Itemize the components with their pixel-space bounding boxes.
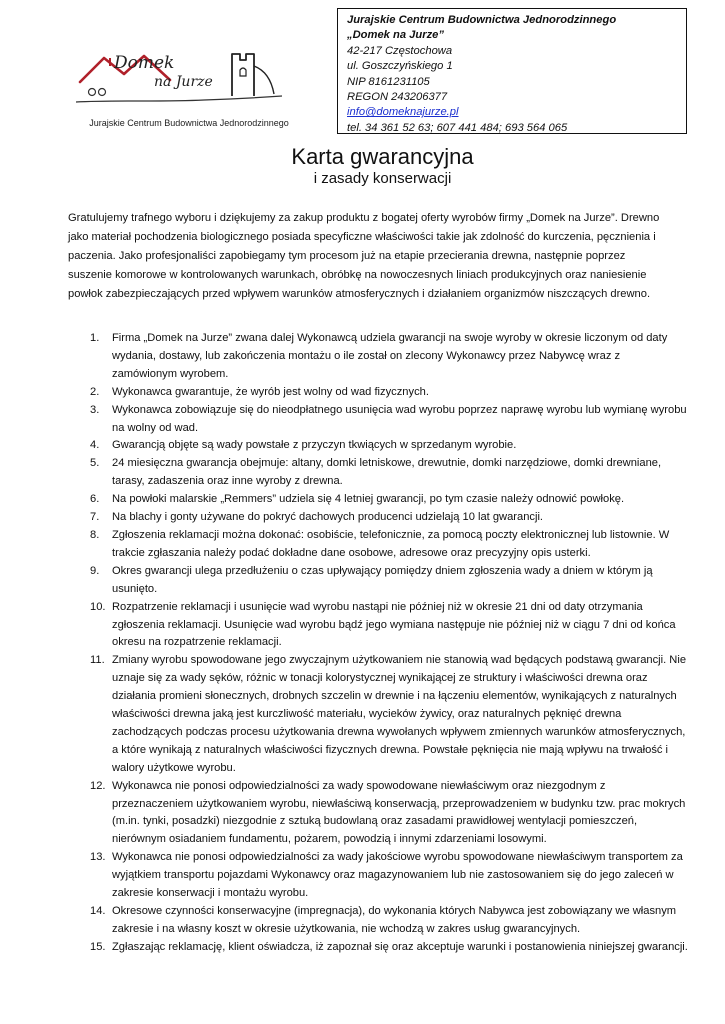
list-item-number: 9.: [90, 564, 100, 577]
list-item-text: Wykonawca zobowiązuje się do nieodpłatnego usunięcia wad wyrobu poprzez naprawę wyrobu lub wymianę wyrobu na wolny od wad.: [112, 403, 687, 434]
list-item-number: 13.: [90, 851, 106, 864]
address-city: 42-217 Częstochowa: [347, 44, 453, 57]
list-item: [68, 563, 688, 599]
page-title: Karta gwarancyjna: [291, 144, 474, 169]
list-item-number: 1.: [90, 332, 100, 344]
list-item-text: Okresowe czynności konserwacyjne (impregnacja), do wykonania których Nabywca jest zobowiązany we własnym zakresie i na własny koszt w okresie użytkowania, nie wchodzą w zakres usług gwarancyjnych.: [112, 905, 677, 935]
list-item: [68, 527, 688, 563]
list-item-number: 14.: [90, 905, 106, 917]
list-item: [68, 509, 688, 527]
list-item-number: 15.: [90, 940, 106, 953]
page-subtitle: i zasady konserwacji: [313, 170, 452, 187]
list-item-number: 3.: [90, 403, 100, 416]
list-item-text: Na powłoki malarskie „Remmers” udziela się 4 letniej gwarancji, po tym czasie należy odnowić powłokę.: [112, 493, 625, 506]
list-item: [68, 849, 688, 903]
house-logo-icon: [74, 36, 304, 121]
list-item-text: Wykonawca nie ponosi odpowiedzialności za wady jakościowe wyrobu spowodowane niewłaściwym transportem za wyjątkiem transportu pojazdami Wykonawcy oraz magazynowaniem lub nie zastosowaniem się do jego zaleceń w zakresie konserwacji i montażu wyrobu.: [112, 851, 683, 900]
list-item: [68, 437, 688, 455]
contact-box: [337, 8, 687, 134]
list-item-number: 4.: [90, 439, 100, 452]
list-item: [68, 652, 688, 777]
list-item: [68, 330, 688, 384]
list-item-text: Wykonawca gwarantuje, że wyrób jest wolny od wad fizycznych.: [112, 385, 429, 398]
list-item-text: Zgłaszając reklamację, klient oświadcza, iż zapoznał się oraz akceptuje warunki i postanowienia niniejszej gwarancji.: [112, 940, 688, 953]
list-item: [68, 599, 688, 653]
list-item-text: Zmiany wyrobu spowodowane jego zwyczajnym użytkowaniem nie stanowią wad będących podstawą gwarancji. Nie uznaje się za wady sęków, różnic w tonacji kolorystycznej wynikającej ze struktury i właściwości drewna oraz działania promieni słonecznych, drobnych szczelin w drewnie i na łączeniu elementów, wynikających z naturalnych właściwości drewna jaką jest kurczliwość materiału, wycieków żywicy, oraz naturalnych pęknięć drewna zachodzących podczas procesu użytkowania drewna wywołanych wpływem zmiennych warunków atmosferycznych, a które wynikają z naturalnych właściwości fizycznych drewna. Powstałe pęknięcia nie mają wpływu na trwałość i walory użytkowe wyrobu.: [112, 654, 687, 774]
list-item: [68, 939, 688, 957]
list-item-text: 24 miesięczna gwarancja obejmuje: altany, domki letniskowe, drewutnie, domki narzędziowe, domki drewniane, tarasy, zadaszenia oraz inne wyroby z drewna.: [112, 457, 662, 488]
list-item-number: 12.: [90, 779, 106, 792]
list-item-number: 8.: [90, 528, 100, 541]
logo-text-na-jurze: na Jurze: [154, 74, 213, 90]
list-item-text: Zgłoszenia reklamacji można dokonać: osobiście, telefonicznie, za pomocą poczty elektronicznej lub listownie. W trakcie zgłaszania należy podać dokładne dane osobowe, adresowe oraz precyzyjny opis usterki.: [112, 528, 670, 559]
list-item: [68, 491, 688, 509]
logo-text-domek: Domek: [114, 53, 175, 73]
list-item-text: Firma „Domek na Jurze” zwana dalej Wykonawcą udziela gwarancji na swoje wyroby w okresie liczonym od daty wydania, dostawy, lub zakończenia montażu o ile został on zlecony Wykonawcy przez Nabywcę wraz z zamówionym wyrobem.: [112, 332, 668, 380]
list-item: [68, 455, 688, 491]
list-item-text: Okres gwarancji ulega przedłużeniu o czas upływający pomiędzy dniem zgłoszenia wady a dniem w którym ją usunięto.: [112, 564, 653, 595]
list-item-number: 2.: [90, 385, 100, 398]
address-street: ul. Goszczyńskiego 1: [347, 60, 453, 73]
list-item-number: 10.: [90, 600, 106, 613]
list-item-text: Wykonawca nie ponosi odpowiedzialności za wady spowodowane niewłaściwym oraz niezgodnym z przeznaczeniem użytkowaniem wyrobu, niewłaściwą konserwacją, przeprowadzeniem w budynku tzw. prac mokrych (m.in. tynki, posadzki) niezgodnie z sztuką budowlaną oraz zasadami prawidłowej wentylacji pomieszczeń, nierównym osiadaniem fundamentu, pożarem, powodzią i innymi zdarzeniami losowymi.: [112, 779, 686, 846]
list-item-number: 7.: [90, 511, 100, 524]
email-link[interactable]: info@domeknajurze.pl: [347, 106, 459, 119]
list-item: [68, 402, 688, 438]
list-item: [68, 778, 688, 850]
list-item: [68, 384, 688, 402]
intro-paragraph: Gratulujemy trafnego wyboru i dziękujemy za zakup produktu z bogatej oferty wyrobów firmy „Domek na Jurze”. Drewno jako materiał pochodzenia biologicznego posiada specyficzne właściwości takie jak zdolność do kurczenia, pęcznienia i paczenia. Jako profesjonaliści zapobiegamy tym procesom już na etapie przecierania drewna, następnie poprzez suszenie komorowe w kontrolowanych warunkach, obróbkę na nowoczesnych liniach produkcyjnych oraz naniesienie powłok zabezpieczających przed wpływem warunków atmosferycznych i działaniem organizmów niszczących drewno.: [68, 212, 660, 300]
regon-number: REGON 243206377: [347, 91, 448, 104]
list-item-text: Na blachy i gonty używane do pokryć dachowych producenci udzielają 10 lat gwarancji.: [112, 511, 544, 524]
nip-number: NIP 8161231105: [347, 75, 430, 88]
brand-name: „Domek na Jurze”: [347, 29, 444, 42]
warranty-terms-list: [68, 330, 688, 957]
list-item-text: Gwarancją objęte są wady powstałe z przyczyn tkwiących w sprzedanym wyrobie.: [112, 439, 517, 452]
phone-numbers: tel. 34 361 52 63; 607 441 484; 693 564 065: [347, 121, 568, 134]
company-name: Jurajskie Centrum Budownictwa Jednorodzinnego: [347, 14, 617, 26]
logo-caption: Jurajskie Centrum Budownictwa Jednorodzinnego: [89, 118, 289, 128]
list-item-number: 6.: [90, 493, 100, 506]
list-item: [68, 903, 688, 939]
company-logo: [74, 36, 304, 136]
list-item-number: 5.: [90, 457, 100, 470]
list-item-text: Rozpatrzenie reklamacji i usunięcie wad wyrobu nastąpi nie później niż w okresie 21 dni od daty otrzymania zgłoszenia reklamacji. Usunięcie wad wyrobu bądź jego wymiana następuje nie później niż w ciągu 7 dni od końca okresu na rozpatrzenie reklamacji.: [112, 600, 676, 649]
list-item-number: 11.: [90, 654, 105, 667]
